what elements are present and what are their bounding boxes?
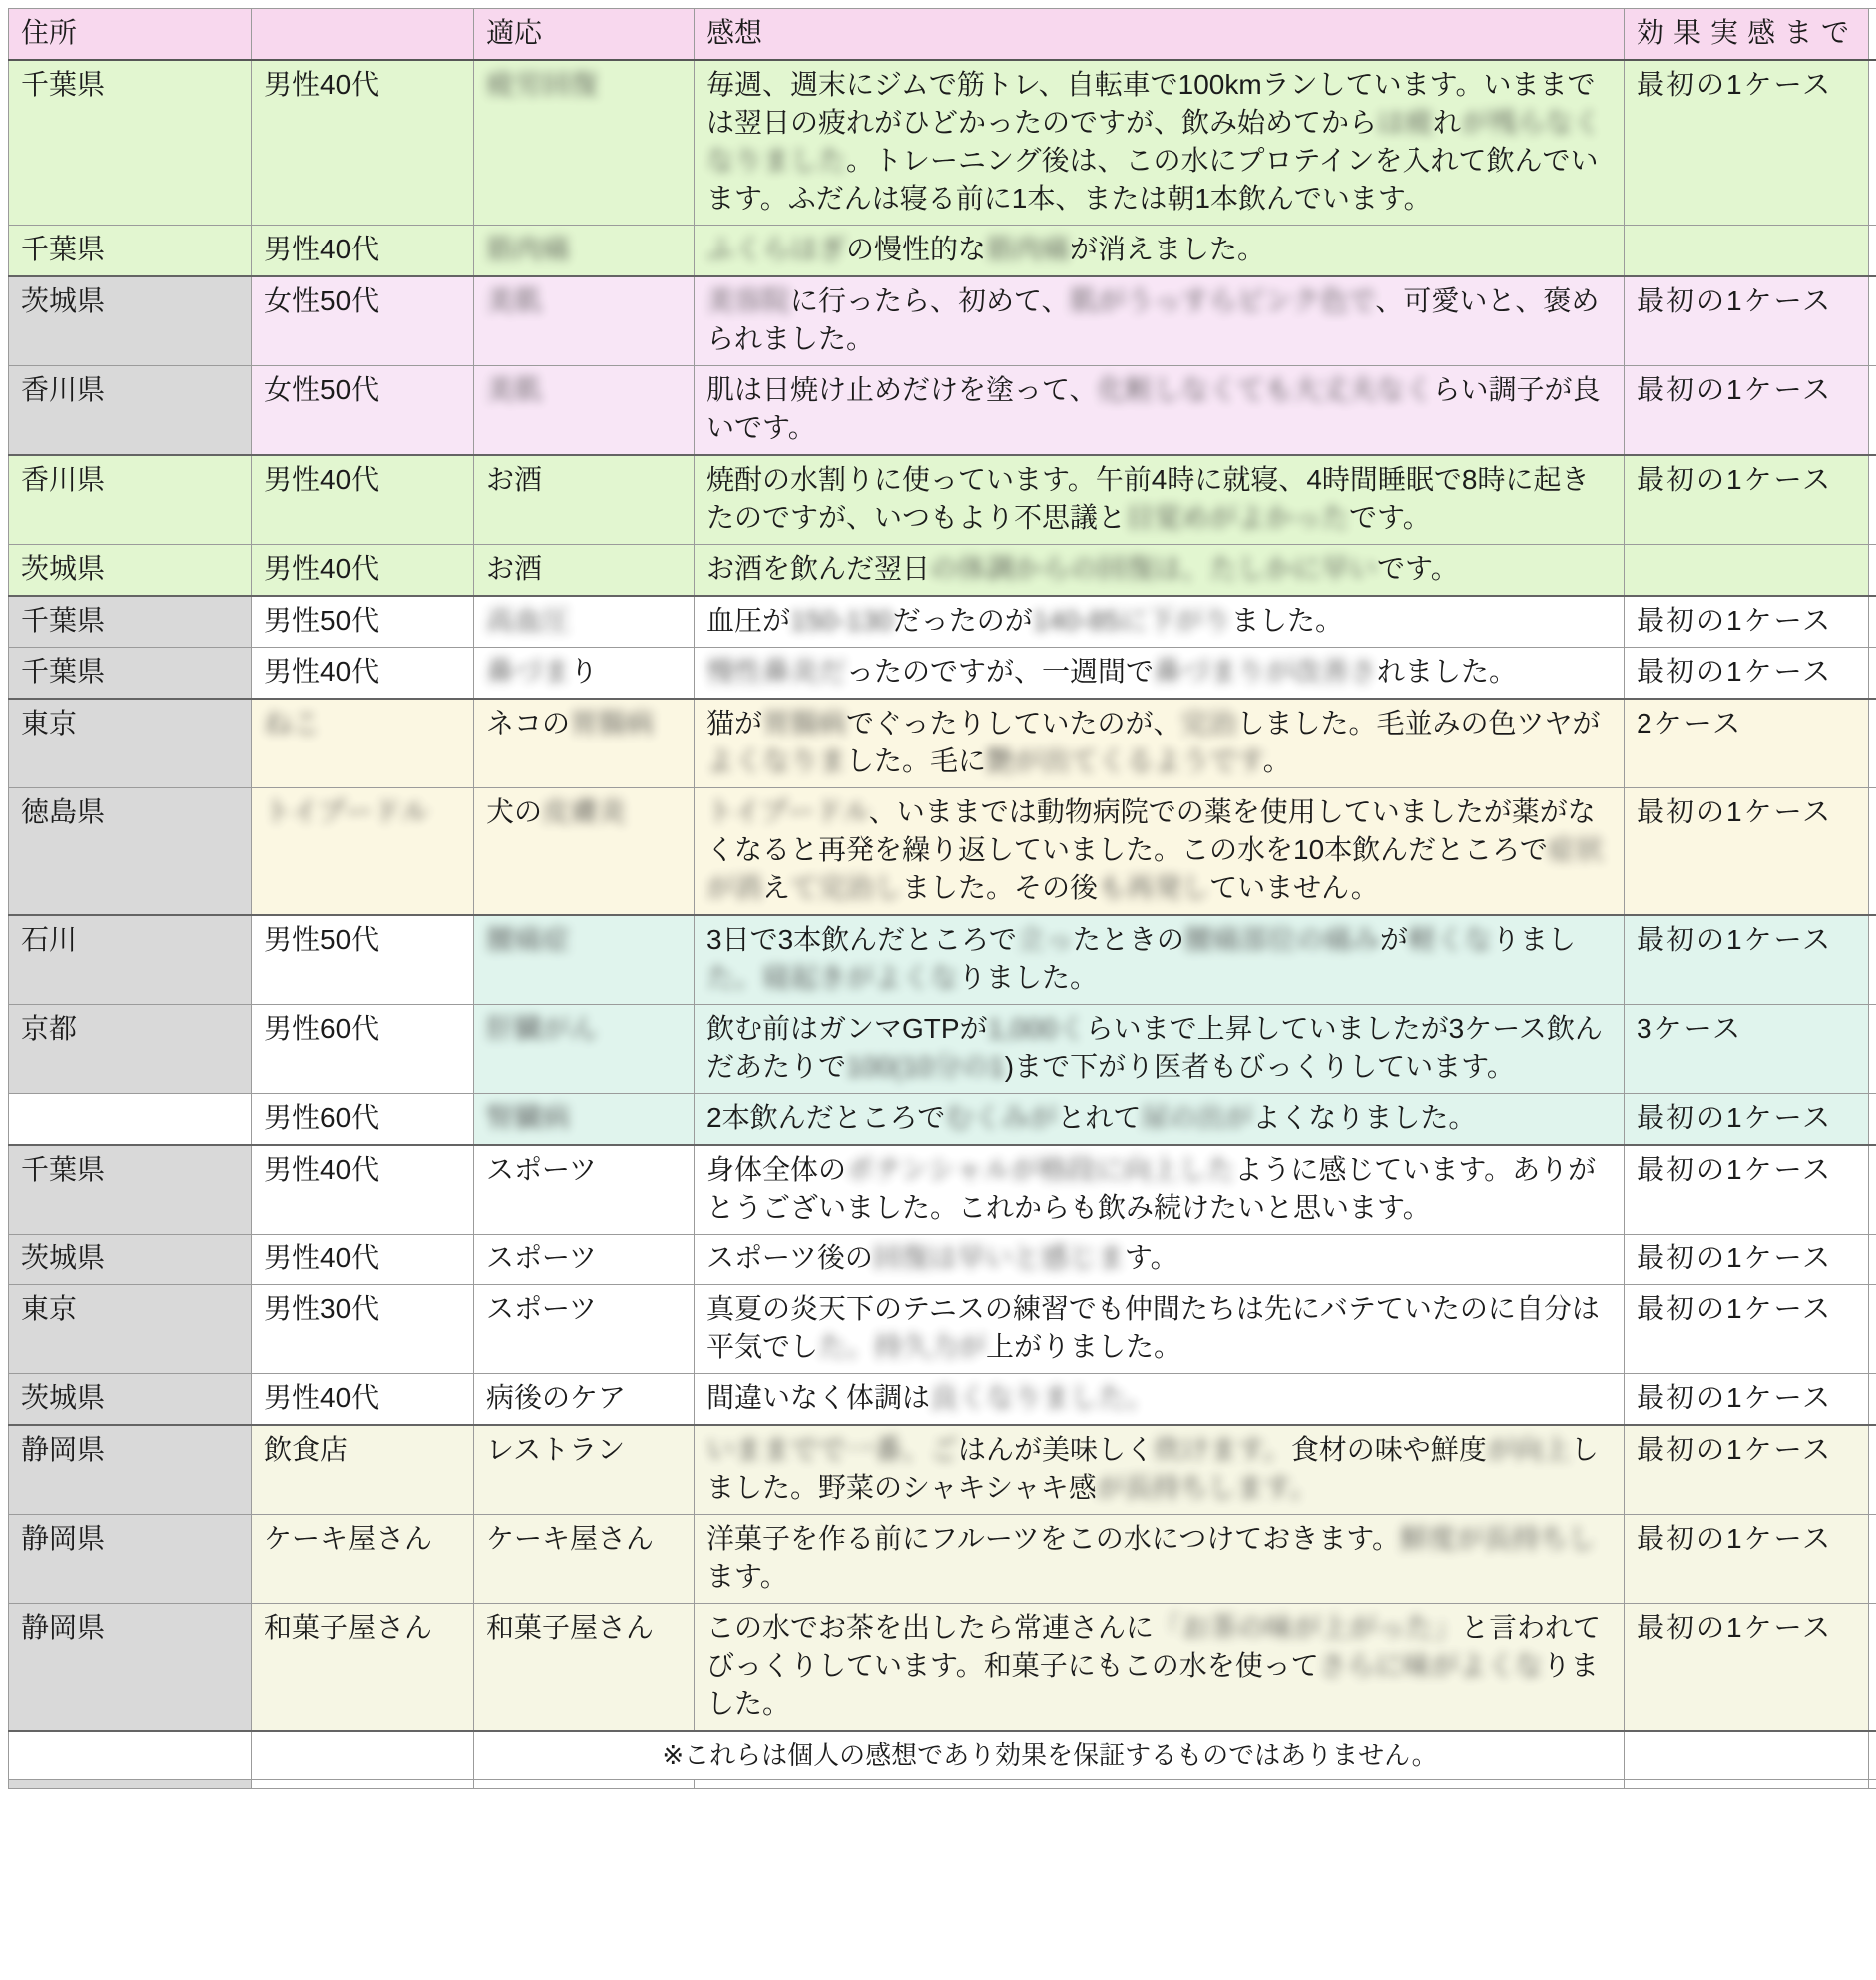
cell-text: 男性40代 bbox=[264, 656, 380, 687]
address-cell: 東京 bbox=[9, 699, 252, 788]
cell-text: 食材の味や鮮度 bbox=[1290, 1434, 1487, 1465]
comment-cell bbox=[695, 699, 1625, 788]
table-row bbox=[9, 1604, 1876, 1732]
cell-text: お酒 bbox=[486, 553, 543, 584]
cell-text: しました。野菜のシャキシャキ感 bbox=[706, 1434, 1599, 1503]
adaptation-cell bbox=[474, 1005, 695, 1094]
adaptation-cell bbox=[474, 648, 695, 700]
redacted-text: よくなりま bbox=[706, 745, 847, 776]
empty-cell bbox=[695, 1780, 1625, 1789]
comment-cell bbox=[695, 276, 1625, 366]
address-cell: 千葉県 bbox=[9, 60, 252, 226]
cell-text: 男性40代 bbox=[264, 1154, 380, 1185]
person-cell bbox=[252, 545, 474, 597]
comment-cell bbox=[695, 596, 1625, 648]
table-row bbox=[9, 366, 1876, 456]
redacted-text: 140-85に下がり bbox=[1032, 605, 1231, 636]
cell-text: よくなりました。 bbox=[1252, 1102, 1477, 1133]
redacted-text: ねこ bbox=[264, 708, 321, 739]
person-cell bbox=[252, 455, 474, 545]
person-cell bbox=[252, 1094, 474, 1146]
address-cell: 茨城県 bbox=[9, 1374, 252, 1426]
cell-text: 肌は日焼け止めだけを塗って、 bbox=[706, 374, 1098, 405]
person-cell bbox=[252, 1005, 474, 1094]
header-address: 住所 bbox=[9, 9, 252, 61]
cell-text: ったのですが、一週間で bbox=[846, 656, 1155, 687]
cell-text: らい調子が良いです。 bbox=[706, 374, 1601, 443]
empty-cell bbox=[252, 1780, 474, 1789]
spacer-cell bbox=[1869, 1094, 1876, 1146]
table-row bbox=[9, 648, 1876, 700]
comment-cell bbox=[695, 455, 1625, 545]
redacted-text: トイプードル bbox=[706, 796, 869, 827]
header-row bbox=[9, 9, 1876, 61]
cell-text: 。 bbox=[1262, 745, 1291, 776]
cell-text: 、可愛いと、褒められました。 bbox=[706, 285, 1600, 354]
person-cell bbox=[252, 276, 474, 366]
person-cell bbox=[252, 60, 474, 226]
person-cell bbox=[252, 596, 474, 648]
effect-cell: 最初の1ケース bbox=[1625, 366, 1869, 456]
cell-text: え bbox=[762, 872, 791, 903]
cell-text: ケーキ屋さん bbox=[264, 1523, 433, 1554]
adaptation-cell bbox=[474, 455, 695, 545]
cell-text: スポーツ bbox=[486, 1154, 597, 1185]
cell-text: ます。 bbox=[706, 1561, 788, 1592]
cell-text: 男性40代 bbox=[264, 464, 380, 495]
spacer-cell bbox=[1869, 1515, 1876, 1604]
cell-text: です。 bbox=[1377, 553, 1459, 584]
cell-text: 真夏の炎天下のテニスの練習でも仲間たちは先にバテていたのに自分は平気でし bbox=[706, 1293, 1600, 1362]
comment-cell bbox=[695, 1515, 1625, 1604]
redacted-text: が残らなくなりました bbox=[706, 107, 1602, 176]
redacted-text: た。持久力が bbox=[818, 1331, 987, 1362]
redacted-text: 艶が出てくるようです bbox=[986, 745, 1263, 776]
redacted-text: 腰痛症 bbox=[486, 924, 571, 955]
comment-cell bbox=[695, 226, 1625, 277]
address-cell: 静岡県 bbox=[9, 1425, 252, 1515]
redacted-text: は疲 bbox=[1377, 107, 1434, 138]
empty-cell bbox=[474, 1780, 695, 1789]
table-row bbox=[9, 226, 1876, 277]
cell-text: が bbox=[1379, 924, 1408, 955]
address-cell: 茨城県 bbox=[9, 1235, 252, 1285]
spacer-cell bbox=[1869, 366, 1876, 456]
cell-text: はんが美味しく bbox=[958, 1434, 1155, 1465]
comment-cell bbox=[695, 1005, 1625, 1094]
address-cell: 千葉県 bbox=[9, 596, 252, 648]
person-cell bbox=[252, 1235, 474, 1285]
cell-text: スポーツ bbox=[486, 1293, 597, 1324]
redacted-text: 肌がうっすらピンク色で bbox=[1069, 285, 1376, 316]
cell-text: ました。その後 bbox=[902, 872, 1099, 903]
table-row bbox=[9, 699, 1876, 788]
adaptation-cell bbox=[474, 1094, 695, 1146]
effect-cell bbox=[1625, 545, 1869, 597]
cell-text: 2本飲んだところで bbox=[706, 1102, 946, 1133]
person-cell bbox=[252, 648, 474, 700]
effect-cell: 最初の1ケース bbox=[1625, 455, 1869, 545]
redacted-text: 高血圧 bbox=[486, 605, 571, 636]
table-row bbox=[9, 915, 1876, 1005]
person-cell bbox=[252, 1285, 474, 1374]
cell-text: ように感じています。ありがとうございました。これからも飲み続けたいと思います。 bbox=[706, 1154, 1597, 1223]
redacted-text: 皮膚炎 bbox=[542, 796, 627, 827]
redacted-text: の体調からの回復は、たしかに早い bbox=[930, 553, 1378, 584]
redacted-text: 炊けます。 bbox=[1154, 1434, 1291, 1465]
effect-cell bbox=[1625, 1731, 1869, 1780]
comment-cell bbox=[695, 545, 1625, 597]
redacted-text: 筋肉痛 bbox=[986, 234, 1071, 264]
address-cell: 石川 bbox=[9, 915, 252, 1005]
spacer-cell bbox=[1869, 1604, 1876, 1732]
redacted-text: むくみが bbox=[945, 1102, 1058, 1133]
redacted-text: さらに味がよくな bbox=[1318, 1650, 1543, 1681]
redacted-text: 立っ bbox=[1016, 924, 1073, 955]
cell-text: とれて bbox=[1057, 1102, 1142, 1133]
adaptation-cell bbox=[474, 276, 695, 366]
address-cell: 静岡県 bbox=[9, 1515, 252, 1604]
table-row bbox=[9, 1094, 1876, 1146]
spacer-cell bbox=[1869, 455, 1876, 545]
redacted-text: いままでで一番、ご bbox=[706, 1434, 959, 1465]
comment-cell bbox=[695, 648, 1625, 700]
spacer-cell bbox=[1869, 1425, 1876, 1515]
header-spacer bbox=[1869, 9, 1876, 61]
redacted-text: 胃腸病 bbox=[570, 708, 655, 739]
cell-text: 。トレーニング後は、この水にプロテインを入れて飲んでいます。ふだんは寝る前に1本、または朝1本飲んでいます。 bbox=[706, 145, 1599, 214]
cell-text: り bbox=[570, 656, 599, 687]
adaptation-cell bbox=[474, 1425, 695, 1515]
empty-cell bbox=[1625, 1780, 1869, 1789]
cell-text: だったのが bbox=[892, 605, 1033, 636]
cell-text: 和菓子屋さん bbox=[486, 1612, 655, 1643]
cell-text: 毎週、週末にジムで筋トレ、自転車で100kmランしています。いままでは翌日の疲れがひどかったのですが、飲み始めてから bbox=[706, 69, 1596, 138]
header-comment: 感想 bbox=[695, 9, 1625, 61]
cell-text: 男性40代 bbox=[264, 553, 380, 584]
address-cell bbox=[9, 1731, 252, 1780]
table-row bbox=[9, 1145, 1876, 1235]
cell-text: りまし bbox=[1491, 924, 1576, 955]
effect-cell: 最初の1ケース bbox=[1625, 1285, 1869, 1374]
effect-cell: 最初の1ケース bbox=[1625, 788, 1869, 916]
cell-text: れました。 bbox=[1377, 656, 1518, 687]
redacted-text: 美容院 bbox=[706, 285, 791, 316]
spacer-cell bbox=[1869, 1235, 1876, 1285]
cell-text: でぐったりしていたのが、 bbox=[846, 708, 1181, 739]
person-cell bbox=[252, 1374, 474, 1426]
adaptation-cell bbox=[474, 788, 695, 916]
person-cell bbox=[252, 226, 474, 277]
cell-text: が消えました。 bbox=[1070, 234, 1266, 264]
redacted-text: 胃腸病 bbox=[762, 708, 847, 739]
person-cell bbox=[252, 788, 474, 916]
table-row bbox=[9, 1005, 1876, 1094]
cell-text: 女性50代 bbox=[264, 374, 380, 405]
cell-text: 、いままでは動物病院での薬を使用していましたが薬がなくなると再発を繰り返していました。この水を10本飲んだところで bbox=[706, 796, 1596, 865]
person-cell bbox=[252, 915, 474, 1005]
effect-cell: 3ケース bbox=[1625, 1005, 1869, 1094]
cell-text: した。毛に bbox=[846, 745, 987, 776]
adaptation-cell bbox=[474, 366, 695, 456]
redacted-text: が向上 bbox=[1486, 1434, 1571, 1465]
table-row bbox=[9, 455, 1876, 545]
adaptation-cell bbox=[474, 60, 695, 226]
redacted-text: 腰痛部位の痛み bbox=[1183, 924, 1380, 955]
redacted-text: 良くなりました。 bbox=[930, 1382, 1155, 1413]
redacted-text: 疲労回復 bbox=[486, 69, 599, 100]
comment-cell bbox=[695, 1604, 1625, 1732]
address-cell: 茨城県 bbox=[9, 276, 252, 366]
cell-text: 飲食店 bbox=[264, 1434, 349, 1465]
redacted-text: 肝臓がん bbox=[486, 1013, 599, 1044]
cell-text: 洋菓子を作る前にフルーツをこの水につけておきます。 bbox=[706, 1523, 1400, 1554]
address-cell: 東京 bbox=[9, 1285, 252, 1374]
redacted-text: 慢性鼻炎だ bbox=[706, 656, 847, 687]
adaptation-cell bbox=[474, 915, 695, 1005]
address-cell: 京都 bbox=[9, 1005, 252, 1094]
adaptation-cell bbox=[474, 1604, 695, 1732]
table-row bbox=[9, 1515, 1876, 1604]
table-row bbox=[9, 1285, 1876, 1374]
address-cell: 香川県 bbox=[9, 455, 252, 545]
effect-cell: 最初の1ケース bbox=[1625, 60, 1869, 226]
spacer-cell bbox=[1869, 1374, 1876, 1426]
cell-text: 血圧が bbox=[706, 605, 791, 636]
address-cell: 千葉県 bbox=[9, 226, 252, 277]
spacer-cell bbox=[1869, 596, 1876, 648]
comment-cell bbox=[695, 1235, 1625, 1285]
table-row bbox=[9, 276, 1876, 366]
effect-cell: 最初の1ケース bbox=[1625, 648, 1869, 700]
testimonials-table bbox=[8, 8, 1876, 1789]
adaptation-cell bbox=[474, 1285, 695, 1374]
spacer-cell bbox=[1869, 1145, 1876, 1235]
effect-cell: 最初の1ケース bbox=[1625, 1235, 1869, 1285]
comment-cell bbox=[695, 1425, 1625, 1515]
table-row bbox=[9, 60, 1876, 226]
redacted-text: 鮮度が長持ちし bbox=[1399, 1523, 1596, 1554]
redacted-text: 美肌 bbox=[486, 374, 543, 405]
cell-text: 焼酎の水割りに使っています。午前4時に就寝、4時間睡眠で8時に起きたのですが、いつもより不思議と bbox=[706, 464, 1590, 533]
header-adaptation: 適応 bbox=[474, 9, 695, 61]
redacted-text: 腎臓病 bbox=[486, 1102, 571, 1133]
comment-cell bbox=[695, 1145, 1625, 1235]
note-row bbox=[9, 1731, 1876, 1780]
table-row bbox=[9, 788, 1876, 916]
cell-text: 飲む前はガンマGTPが bbox=[706, 1013, 988, 1044]
redacted-text: て完治し bbox=[790, 872, 903, 903]
cell-text: 猫が bbox=[706, 708, 763, 739]
redacted-text: 美肌 bbox=[486, 285, 543, 316]
table-row bbox=[9, 1374, 1876, 1426]
comment-cell bbox=[695, 788, 1625, 916]
table-row bbox=[9, 1235, 1876, 1285]
comment-cell bbox=[695, 915, 1625, 1005]
redacted-text: 回復は早いと感じま bbox=[872, 1242, 1125, 1273]
cell-text: りました。 bbox=[958, 962, 1099, 993]
person-cell bbox=[252, 1145, 474, 1235]
effect-cell: 最初の1ケース bbox=[1625, 1604, 1869, 1732]
address-cell: 茨城県 bbox=[9, 545, 252, 597]
cell-text: ケーキ屋さん bbox=[486, 1523, 655, 1554]
cell-text: 犬の bbox=[486, 796, 543, 827]
redacted-text: 完治 bbox=[1180, 708, 1237, 739]
effect-cell: 最初の1ケース bbox=[1625, 276, 1869, 366]
effect-cell: 最初の1ケース bbox=[1625, 915, 1869, 1005]
redacted-text: も再発し bbox=[1098, 872, 1210, 903]
cell-text: 男性40代 bbox=[264, 234, 380, 264]
cell-text: 和菓子屋さん bbox=[264, 1612, 433, 1643]
redacted-text: 症状が消 bbox=[706, 834, 1604, 903]
spacer-cell bbox=[1869, 1005, 1876, 1094]
cell-text: 男性30代 bbox=[264, 1293, 380, 1324]
redacted-text: ポテンシャルが格段に向上した bbox=[846, 1154, 1235, 1185]
cell-text: 男性40代 bbox=[264, 1242, 380, 1273]
spacer-cell bbox=[1869, 1285, 1876, 1374]
redacted-text: 「お茶の味が上がった」 bbox=[1154, 1612, 1462, 1643]
adaptation-cell bbox=[474, 1515, 695, 1604]
cell-text: しました。毛並みの色ツヤが bbox=[1236, 708, 1601, 739]
effect-cell: 最初の1ケース bbox=[1625, 596, 1869, 648]
adaptation-cell bbox=[474, 226, 695, 277]
cell-text: 身体全体の bbox=[706, 1154, 847, 1185]
spacer-cell bbox=[1869, 648, 1876, 700]
cell-text: 3日で3本飲んだところで bbox=[706, 924, 1017, 955]
spacer-cell bbox=[1869, 60, 1876, 226]
person-cell bbox=[252, 699, 474, 788]
table-row bbox=[9, 596, 1876, 648]
comment-cell bbox=[695, 1285, 1625, 1374]
address-cell: 静岡県 bbox=[9, 1604, 252, 1732]
cell-text: です。 bbox=[1349, 502, 1431, 533]
cell-text: 上がりました。 bbox=[986, 1331, 1182, 1362]
effect-cell: 最初の1ケース bbox=[1625, 1374, 1869, 1426]
cell-text: 女性50代 bbox=[264, 285, 380, 316]
spacer-cell bbox=[1869, 545, 1876, 597]
cell-text: らいまで上昇していましたが3ケース飲んだあたりで bbox=[706, 1013, 1603, 1082]
adaptation-cell bbox=[474, 596, 695, 648]
address-cell bbox=[9, 1780, 252, 1789]
effect-cell: 最初の1ケース bbox=[1625, 1145, 1869, 1235]
table-row bbox=[9, 545, 1876, 597]
person-cell bbox=[252, 1604, 474, 1732]
cell-text: 間違いなく体調は bbox=[706, 1382, 931, 1413]
redacted-text: 100(10分の1 bbox=[846, 1051, 1005, 1082]
cell-text: の慢性的な bbox=[846, 234, 987, 264]
adaptation-cell bbox=[474, 545, 695, 597]
cell-text: 男性50代 bbox=[264, 924, 380, 955]
address-cell bbox=[9, 1094, 252, 1146]
cell-text: 男性40代 bbox=[264, 1382, 380, 1413]
spacer-cell bbox=[1869, 915, 1876, 1005]
cell-text: に行ったら、初めて、 bbox=[790, 285, 1070, 316]
cell-text: りました。 bbox=[706, 1650, 1599, 1719]
cell-text: お酒 bbox=[486, 464, 543, 495]
disclaimer-note: ※これらは個人の感想であり効果を保証するものではありません。 bbox=[474, 1731, 1625, 1780]
redacted-text: トイプードル bbox=[264, 796, 429, 827]
cell-text: ていません。 bbox=[1209, 872, 1379, 903]
redacted-text: 1,000く bbox=[987, 1013, 1086, 1044]
address-cell: 香川県 bbox=[9, 366, 252, 456]
cell-text: ネコの bbox=[486, 708, 571, 739]
table-body bbox=[9, 60, 1876, 1789]
person-cell bbox=[252, 1515, 474, 1604]
spacer-cell bbox=[1869, 276, 1876, 366]
redacted-text: 化粧しなくても大丈夫なく bbox=[1097, 374, 1433, 405]
redacted-text: ふくらはぎ bbox=[706, 234, 847, 264]
header-person bbox=[252, 9, 474, 61]
comment-cell bbox=[695, 1374, 1625, 1426]
partial-row bbox=[9, 1780, 1876, 1789]
spacer-cell bbox=[1869, 788, 1876, 916]
spacer-cell bbox=[1869, 699, 1876, 788]
cell-text: 男性50代 bbox=[264, 605, 380, 636]
redacted-text: 鼻づま bbox=[486, 656, 571, 687]
address-cell: 千葉県 bbox=[9, 648, 252, 700]
address-cell: 千葉県 bbox=[9, 1145, 252, 1235]
adaptation-cell bbox=[474, 1235, 695, 1285]
spacer-cell bbox=[1869, 1731, 1876, 1780]
adaptation-cell bbox=[474, 1374, 695, 1426]
cell-text: れ bbox=[1433, 107, 1462, 138]
cell-text: この水でお茶を出したら常連さんに bbox=[706, 1612, 1155, 1643]
person-cell bbox=[252, 366, 474, 456]
cell-text: スポーツ後の bbox=[706, 1242, 873, 1273]
redacted-text: 筋肉痛 bbox=[486, 234, 571, 264]
table-row bbox=[9, 1425, 1876, 1515]
adaptation-cell bbox=[474, 1145, 695, 1235]
effect-cell: 最初の1ケース bbox=[1625, 1515, 1869, 1604]
redacted-text: 尿の出が bbox=[1141, 1102, 1253, 1133]
header-effect: 効果実感まで bbox=[1625, 9, 1869, 61]
redacted-text: 鼻づまりが改善さ bbox=[1154, 656, 1378, 687]
cell-text: お酒を飲んだ翌日 bbox=[706, 553, 931, 584]
redacted-text: た。寝起きがよくな bbox=[706, 962, 959, 993]
cell-text: 男性40代 bbox=[264, 69, 380, 100]
cell-text: と言われてびっくりしています。和菓子にもこの水を使って bbox=[706, 1612, 1602, 1681]
effect-cell: 最初の1ケース bbox=[1625, 1425, 1869, 1515]
empty-cell bbox=[1869, 1780, 1876, 1789]
adaptation-cell bbox=[474, 699, 695, 788]
effect-cell bbox=[1625, 226, 1869, 277]
cell-text: 男性60代 bbox=[264, 1013, 380, 1044]
cell-text: す。 bbox=[1124, 1242, 1178, 1273]
redacted-text: 軽くな bbox=[1407, 924, 1492, 955]
redacted-text: が長持ちします。 bbox=[1096, 1472, 1318, 1503]
cell-text: スポーツ bbox=[486, 1242, 597, 1273]
spacer-cell bbox=[1869, 226, 1876, 277]
cell-text: ました。 bbox=[1230, 605, 1343, 636]
cell-text: 男性60代 bbox=[264, 1102, 380, 1133]
comment-cell bbox=[695, 1094, 1625, 1146]
cell-text: たときの bbox=[1072, 924, 1184, 955]
comment-cell bbox=[695, 60, 1625, 226]
redacted-text: 150-130 bbox=[790, 605, 893, 636]
cell-text: レストラン bbox=[486, 1434, 626, 1465]
cell-text: )まで下がり医者もびっくりしています。 bbox=[1004, 1051, 1515, 1082]
redacted-text: 目覚めがよかった bbox=[1126, 502, 1350, 533]
effect-cell: 2ケース bbox=[1625, 699, 1869, 788]
comment-cell bbox=[695, 366, 1625, 456]
cell-text: 病後のケア bbox=[486, 1382, 627, 1413]
person-cell bbox=[252, 1731, 474, 1780]
effect-cell: 最初の1ケース bbox=[1625, 1094, 1869, 1146]
address-cell: 徳島県 bbox=[9, 788, 252, 916]
person-cell bbox=[252, 1425, 474, 1515]
